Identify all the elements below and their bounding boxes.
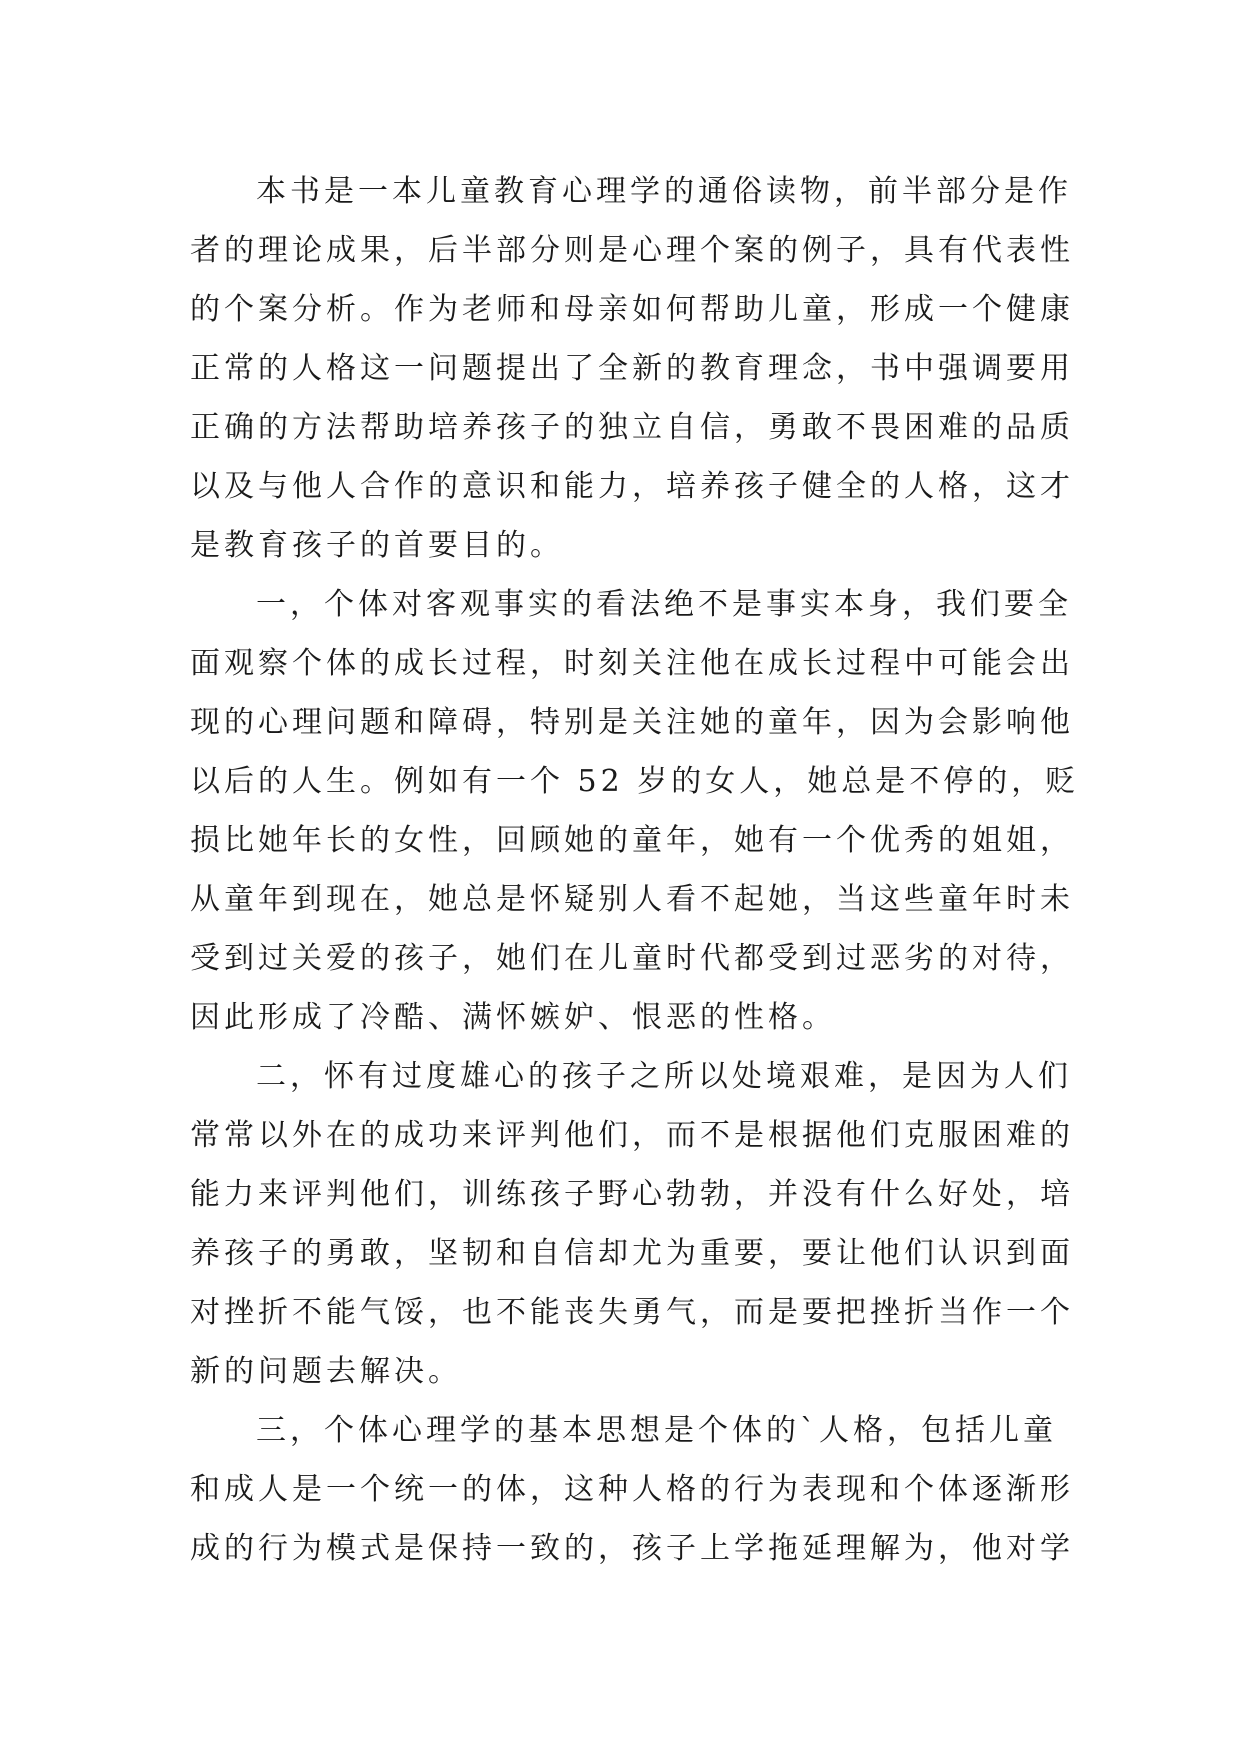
text-line: 面观察个体的成长过程，时刻关注他在成长过程中可能会出 xyxy=(190,646,1074,681)
paragraph-section-one xyxy=(190,575,1080,1047)
text-line: 对挫折不能气馁，也不能丧失勇气，而是要把挫折当作一个 xyxy=(190,1295,1074,1330)
text-line: 的个案分析。作为老师和母亲如何帮助儿童，形成一个健康 xyxy=(190,292,1074,327)
text-line: 和成人是一个统一的体，这种人格的行为表现和个体逐渐形 xyxy=(190,1472,1074,1507)
text-line: 一，个体对客观事实的看法绝不是事实本身，我们要全 xyxy=(256,587,1072,622)
text-line: 养孩子的勇敢，坚韧和自信却尤为重要，要让他们认识到面 xyxy=(190,1236,1074,1271)
text-line: 以及与他人合作的意识和能力，培养孩子健全的人格，这才 xyxy=(190,469,1074,504)
text-line: 因此形成了冷酷、满怀嫉妒、恨恶的性格。 xyxy=(190,1000,836,1035)
text-line: 本书是一本儿童教育心理学的通俗读物，前半部分是作 xyxy=(256,174,1072,209)
text-line: 以后的人生。例如有一个 52 岁的女人，她总是不停的，贬 xyxy=(190,764,1080,799)
text-line: 正常的人格这一问题提出了全新的教育理念，书中强调要用 xyxy=(190,351,1074,386)
body-text xyxy=(190,162,1080,1578)
text-line: 新的问题去解决。 xyxy=(190,1354,462,1389)
text-line: 受到过关爱的孩子，她们在儿童时代都受到过恶劣的对待， xyxy=(190,941,1074,976)
paragraph-intro xyxy=(190,162,1074,575)
paragraph-section-three xyxy=(190,1401,1074,1578)
text-line: 从童年到现在，她总是怀疑别人看不起她，当这些童年时未 xyxy=(190,882,1074,917)
text-line: 能力来评判他们，训练孩子野心勃勃，并没有什么好处，培 xyxy=(190,1177,1074,1212)
text-line: 正确的方法帮助培养孩子的独立自信，勇敢不畏困难的品质 xyxy=(190,410,1074,445)
paragraph-section-two xyxy=(190,1047,1074,1401)
text-line: 者的理论成果，后半部分则是心理个案的例子，具有代表性 xyxy=(190,233,1074,268)
text-line: 是教育孩子的首要目的。 xyxy=(190,528,564,563)
text-line: 常常以外在的成功来评判他们，而不是根据他们克服困难的 xyxy=(190,1118,1074,1153)
text-line: 损比她年长的女性，回顾她的童年，她有一个优秀的姐姐， xyxy=(190,823,1074,858)
text-line: 成的行为模式是保持一致的，孩子上学拖延理解为，他对学 xyxy=(190,1531,1074,1566)
text-line: 二，怀有过度雄心的孩子之所以处境艰难，是因为人们 xyxy=(256,1059,1072,1094)
text-line: 三，个体心理学的基本思想是个体的`人格，包括儿童 xyxy=(256,1413,1057,1448)
text-line: 现的心理问题和障碍，特别是关注她的童年，因为会影响他 xyxy=(190,705,1074,740)
